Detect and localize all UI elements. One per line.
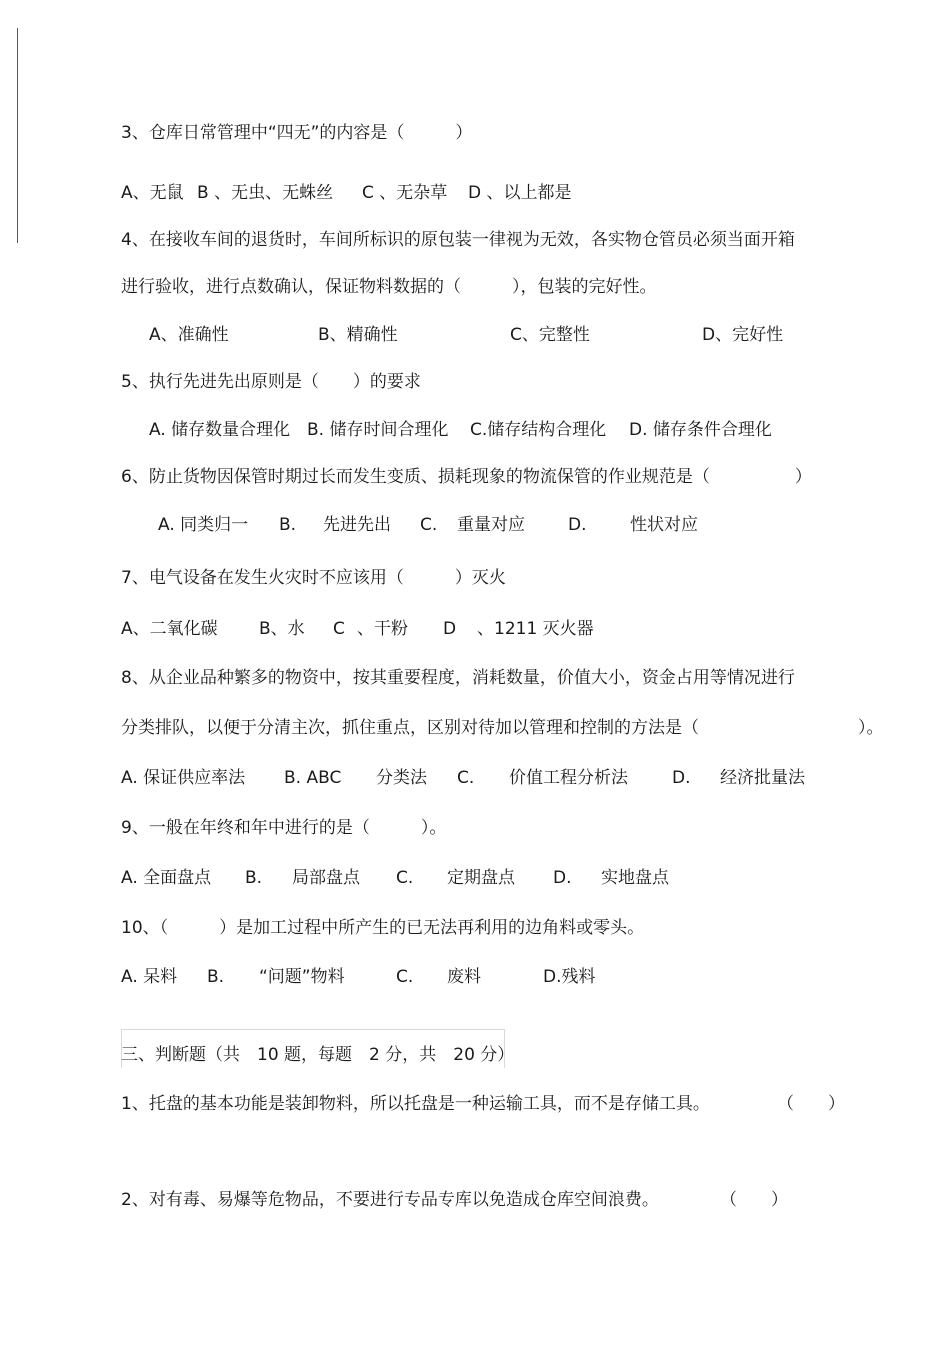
q8-option-d-text: 经济批量法 [720, 768, 805, 788]
q9-option-a: A. 全面盘点 [121, 868, 212, 888]
question-8-stem-line1: 8、从企业品种繁多的物资中，按其重要程度，消耗数量，价值大小，资金占用等情况进行 [121, 668, 795, 688]
q8-option-b-text: 分类法 [376, 768, 427, 788]
q9-option-d-text: 实地盘点 [601, 868, 669, 888]
q9-option-b-text: 局部盘点 [292, 868, 360, 888]
q9-option-c-text: 定期盘点 [447, 868, 515, 888]
q6-option-b-letter: B. [279, 515, 297, 535]
question-10-stem: 10、（ ）是加工过程中所产生的已无法再利用的边角料或零头。 [121, 918, 645, 938]
question-4-stem-line2: 进行验收，进行点数确认，保证物料数据的（ ），包装的完好性。 [121, 277, 657, 297]
q6-option-c-text: 重量对应 [457, 515, 525, 535]
question-4-stem-line1: 4、在接收车间的退货时，车间所标识的原包装一律视为无效，各实物仓管员必须当面开箱 [121, 230, 795, 250]
q3-option-c: C 、无杂草 [362, 183, 448, 203]
q9-option-d-letter: D. [553, 868, 572, 888]
question-9-stem: 9、一般在年终和年中进行的是（ ）。 [121, 818, 447, 838]
true-false-item-1-answer[interactable]: （ ） [777, 1094, 845, 1114]
q4-option-c: C、完整性 [510, 325, 590, 345]
q5-option-b: B. 储存时间合理化 [307, 420, 449, 440]
question-8-stem-line2-end: ）。 [858, 718, 884, 738]
q7-option-b: B、水 [259, 619, 305, 639]
q5-option-c: C.储存结构合理化 [470, 420, 607, 440]
true-false-item-2-answer[interactable]: （ ） [720, 1190, 788, 1210]
q8-option-d-letter: D. [672, 768, 691, 788]
q6-option-d-text: 性状对应 [630, 515, 698, 535]
q7-option-c-text: 、干粉 [357, 619, 408, 639]
question-7-stem: 7、电气设备在发生火灾时不应该用（ ）灭火 [121, 568, 506, 588]
q10-option-a: A. 呆料 [121, 967, 178, 987]
question-8-stem-line2: 分类排队，以便于分清主次，抓住重点，区别对待加以管理和控制的方法是（ [121, 718, 699, 738]
q3-option-b: B 、无虫、无蛛丝 [197, 183, 334, 203]
q7-option-d-letter: D [443, 619, 457, 639]
q6-option-b-text: 先进先出 [323, 515, 391, 535]
q10-option-c-text: 废料 [447, 967, 481, 987]
q8-option-b-letter: B. ABC [284, 768, 342, 788]
q10-option-d: D.残料 [543, 967, 596, 987]
q7-option-d-text: 、1211 灭火器 [477, 619, 594, 639]
q10-option-b-letter: B. [207, 967, 225, 987]
q4-option-d: D、完好性 [702, 325, 784, 345]
q7-option-c-letter: C [333, 619, 345, 639]
q3-option-a: A、无鼠 [121, 183, 184, 203]
binding-edge-line [17, 28, 18, 243]
q9-option-c-letter: C. [396, 868, 414, 888]
true-false-item-1: 1、托盘的基本功能是装卸物料，所以托盘是一种运输工具，而不是存储工具。 [121, 1094, 710, 1114]
q4-option-b: B、精确性 [318, 325, 398, 345]
q8-option-a: A. 保证供应率法 [121, 768, 246, 788]
q5-option-d: D. 储存条件合理化 [629, 420, 772, 440]
q10-option-c-letter: C. [396, 967, 414, 987]
q8-option-c-letter: C. [457, 768, 475, 788]
section-3-title: 三、判断题（共 10 题，每题 2 分，共 20 分） [121, 1045, 515, 1065]
q8-option-c-text: 价值工程分析法 [509, 768, 628, 788]
q10-option-b-text: “问题”物料 [259, 967, 345, 987]
question-5-stem: 5、执行先进先出原则是（ ）的要求 [121, 372, 421, 392]
q4-option-a: A、准确性 [149, 325, 229, 345]
q6-option-d-letter: D. [568, 515, 587, 535]
q7-option-a: A、二氧化碳 [121, 619, 218, 639]
q3-option-d: D 、以上都是 [468, 183, 572, 203]
question-6-stem: 6、防止货物因保管时期过长而发生变质、损耗现象的物流保管的作业规范是（ ） [121, 467, 812, 487]
q6-option-c-letter: C. [420, 515, 438, 535]
q6-option-a: A. 同类归一 [158, 515, 249, 535]
true-false-item-2: 2、对有毒、易爆等危物品，不要进行专品专库以免造成仓库空间浪费。 [121, 1190, 659, 1210]
q5-option-a: A. 储存数量合理化 [149, 420, 291, 440]
q9-option-b-letter: B. [245, 868, 263, 888]
question-3-stem: 3、仓库日常管理中“四无”的内容是（ ） [121, 123, 473, 143]
